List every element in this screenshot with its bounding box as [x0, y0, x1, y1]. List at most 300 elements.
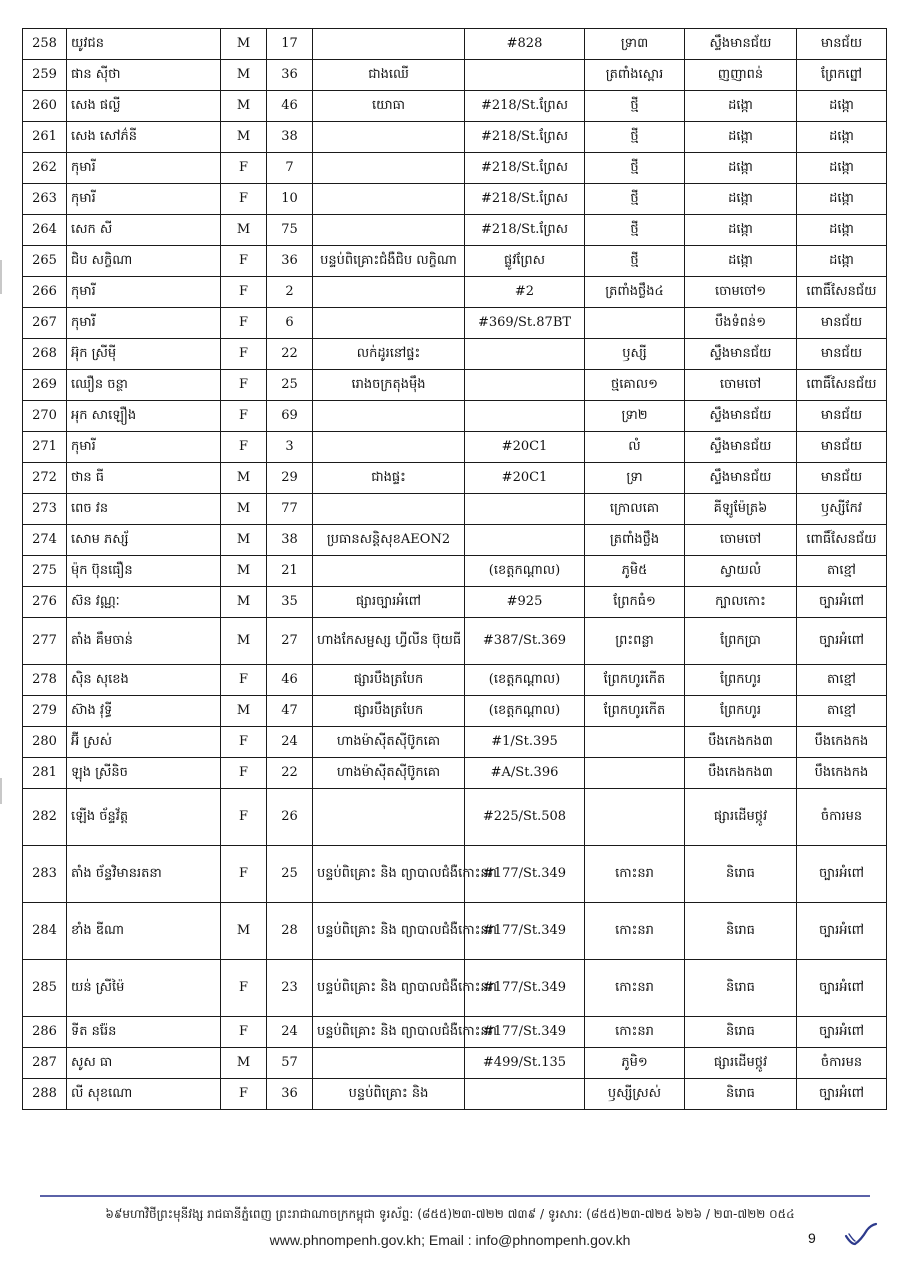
cell-village: ថ្មី: [585, 246, 685, 277]
cell-sex: F: [221, 846, 267, 903]
table-row: [23, 665, 887, 696]
cell-name: ខាំង ឌីណា: [67, 903, 221, 960]
cell-commune: ស្ទឹងមានជ័យ: [685, 463, 797, 494]
cell-village: ព្រែកហូរកើត: [585, 696, 685, 727]
cell-name: លី សុខណោ: [67, 1079, 221, 1110]
cell-age: 75: [267, 215, 313, 246]
cell-no: 287: [23, 1048, 67, 1079]
page-number: 9: [808, 1230, 816, 1246]
cell-commune: ស្វាយលំ: [685, 556, 797, 587]
cell-village: ថ្មី: [585, 215, 685, 246]
cell-sex: F: [221, 246, 267, 277]
cell-age: 17: [267, 29, 313, 60]
cell-house: #218/St.ព្រែស: [465, 153, 585, 184]
cell-name: សូស ធា: [67, 1048, 221, 1079]
cell-age: 46: [267, 665, 313, 696]
cell-village: ភូមិ១: [585, 1048, 685, 1079]
cell-job: [313, 432, 465, 463]
cell-sex: M: [221, 556, 267, 587]
cell-name: សេង សៅភ៌នី: [67, 122, 221, 153]
cell-sex: F: [221, 308, 267, 339]
cell-district: ច្បារអំពៅ: [797, 1017, 887, 1048]
cell-commune: ស្ទឹងមានជ័យ: [685, 29, 797, 60]
cell-name: អ៊ុក ស្រីមុី: [67, 339, 221, 370]
cell-house: #225/St.508: [465, 789, 585, 846]
cell-district: ពោធិ៍សែនជ័យ: [797, 370, 887, 401]
cell-no: 284: [23, 903, 67, 960]
cell-sex: M: [221, 29, 267, 60]
cell-name: ម៉ុក ប៊ុនធឿន: [67, 556, 221, 587]
table-row: [23, 215, 887, 246]
cell-age: 10: [267, 184, 313, 215]
table-row: [23, 846, 887, 903]
table-row: [23, 1048, 887, 1079]
table-row: [23, 91, 887, 122]
table-row: [23, 587, 887, 618]
cell-district: ច្បារអំពៅ: [797, 903, 887, 960]
table-row: [23, 727, 887, 758]
cell-job: បន្ទប់ពិគ្រោះជំងឺជិប លក្ខិណា: [313, 246, 465, 277]
table-row: [23, 401, 887, 432]
cell-job: [313, 308, 465, 339]
cell-village: ថ្មី: [585, 122, 685, 153]
cell-job: [313, 789, 465, 846]
cell-district: ច្បារអំពៅ: [797, 846, 887, 903]
cell-no: 268: [23, 339, 67, 370]
cell-no: 281: [23, 758, 67, 789]
cell-commune: ព្រែកហូរ: [685, 696, 797, 727]
cell-name: ឡុង ស្រីនិច: [67, 758, 221, 789]
cell-sex: M: [221, 215, 267, 246]
cell-district: មានជ័យ: [797, 308, 887, 339]
cell-house: #828: [465, 29, 585, 60]
table-row: [23, 60, 887, 91]
cell-sex: F: [221, 727, 267, 758]
cell-age: 23: [267, 960, 313, 1017]
cell-house: [465, 525, 585, 556]
cell-commune: ដង្កោ: [685, 215, 797, 246]
cell-job: បន្ទប់ពិគ្រោះ និង ព្យាបាលជំងឺកោះនរា: [313, 960, 465, 1017]
table-row: [23, 556, 887, 587]
cell-job: ផ្សារបឹងត្របែក: [313, 665, 465, 696]
table-row: [23, 153, 887, 184]
cell-village: ព្រះពន្លា: [585, 618, 685, 665]
table-row: [23, 960, 887, 1017]
cell-commune: ផ្សារដើមថ្កូវ: [685, 789, 797, 846]
cell-district: ដង្កោ: [797, 122, 887, 153]
cell-district: តាខ្មៅ: [797, 556, 887, 587]
cell-house: [465, 494, 585, 525]
table-row: [23, 789, 887, 846]
cell-house: ផ្លូវព្រែស: [465, 246, 585, 277]
footer-rule: [40, 1195, 870, 1197]
cell-no: 274: [23, 525, 67, 556]
cell-house: [465, 1079, 585, 1110]
cell-job: ហាងម៉ាស៊ីតស៊ីប៊ូកគោ: [313, 727, 465, 758]
cell-village: ទ្រា: [585, 463, 685, 494]
cell-house: #1/St.395: [465, 727, 585, 758]
cell-job: ប្រធានសន្តិសុខAEON2: [313, 525, 465, 556]
cell-house: #387/St.369: [465, 618, 585, 665]
table-row: [23, 758, 887, 789]
cell-job: [313, 494, 465, 525]
cell-district: មានជ័យ: [797, 463, 887, 494]
table-row: [23, 1079, 887, 1110]
cell-job: ផ្សារច្បារអំពៅ: [313, 587, 465, 618]
cell-sex: M: [221, 122, 267, 153]
scan-edge-mark: [0, 260, 2, 294]
cell-age: 22: [267, 339, 313, 370]
cell-village: កោះនរា: [585, 846, 685, 903]
cell-job: [313, 153, 465, 184]
cell-commune: និរោធ: [685, 1017, 797, 1048]
records-table-body: [23, 29, 887, 1110]
cell-house: #499/St.135: [465, 1048, 585, 1079]
cell-house: [465, 60, 585, 91]
cell-name: ឡើង ច័ន្ទវ័ត្ត: [67, 789, 221, 846]
cell-age: 57: [267, 1048, 313, 1079]
cell-commune: ចោមចៅ១: [685, 277, 797, 308]
cell-village: [585, 727, 685, 758]
cell-sex: F: [221, 960, 267, 1017]
cell-commune: ផ្សារដើមថ្កូវ: [685, 1048, 797, 1079]
cell-district: ពោធិ៍សែនជ័យ: [797, 277, 887, 308]
cell-village: ថ្មគោល១: [585, 370, 685, 401]
cell-name: ជិប សក្ខិណា: [67, 246, 221, 277]
cell-house: [465, 370, 585, 401]
cell-commune: ព្រែកហូរ: [685, 665, 797, 696]
cell-village: ក្រោលគោ: [585, 494, 685, 525]
cell-no: 280: [23, 727, 67, 758]
cell-age: 36: [267, 1079, 313, 1110]
cell-name: ទីត នរ៉ែន: [67, 1017, 221, 1048]
cell-village: ថ្មី: [585, 153, 685, 184]
cell-age: 36: [267, 246, 313, 277]
footer-contact: www.phnompenh.gov.kh; Email : info@phnompenh.gov.kh: [269, 1232, 631, 1248]
cell-house: #177/St.349: [465, 960, 585, 1017]
cell-no: 286: [23, 1017, 67, 1048]
cell-name: កុមារី: [67, 153, 221, 184]
cell-no: 279: [23, 696, 67, 727]
cell-commune: បឹងទំពន់១: [685, 308, 797, 339]
cell-village: ត្រពាំងស្ពោរ: [585, 60, 685, 91]
table-row: [23, 696, 887, 727]
cell-no: 288: [23, 1079, 67, 1110]
cell-no: 272: [23, 463, 67, 494]
cell-name: យន់ ស្រីម៉ៃ: [67, 960, 221, 1017]
cell-sex: F: [221, 789, 267, 846]
cell-commune: និរោធ: [685, 846, 797, 903]
cell-commune: ស្ទឹងមានជ័យ: [685, 432, 797, 463]
cell-name: អ៊ី ស្រស់: [67, 727, 221, 758]
cell-job: [313, 184, 465, 215]
cell-house: #177/St.349: [465, 903, 585, 960]
cell-job: ជាងផ្ទះ: [313, 463, 465, 494]
cell-district: ពោធិ៍សែនជ័យ: [797, 525, 887, 556]
cell-sex: F: [221, 153, 267, 184]
cell-age: 47: [267, 696, 313, 727]
cell-village: ទ្រា២: [585, 401, 685, 432]
records-table: [22, 28, 887, 1110]
cell-age: 77: [267, 494, 313, 525]
footer-address: ៦៩មហាវិថីព្រះមុនីវង្ស រាជធានីភ្នំពេញ ព្រះរាជាណាចក្រកម្ពុជា ទូរស័ព្ទ: (៨៥៥)២៣-៧២២ ៧៣៩ / ទូរសារ: (៨៥៥)២៣-៧២៥ ៦២៦ / ២៣-៧២២ ០៥៤: [105, 1207, 795, 1221]
cell-commune: ព្រែកប្រា: [685, 618, 797, 665]
table-row: [23, 1017, 887, 1048]
cell-job: ហាងកែសម្ផស្ស ហ្វីលីន ប៊ុយធី: [313, 618, 465, 665]
cell-name: កុមារី: [67, 184, 221, 215]
cell-house: #218/St.ព្រែស: [465, 215, 585, 246]
cell-district: មានជ័យ: [797, 401, 887, 432]
cell-age: 21: [267, 556, 313, 587]
cell-district: ដង្កោ: [797, 153, 887, 184]
cell-district: បឹងកេងកង: [797, 758, 887, 789]
cell-no: 282: [23, 789, 67, 846]
cell-age: 3: [267, 432, 313, 463]
cell-district: មានជ័យ: [797, 432, 887, 463]
cell-village: ថ្មី: [585, 91, 685, 122]
cell-age: 69: [267, 401, 313, 432]
cell-no: 262: [23, 153, 67, 184]
table-row: [23, 246, 887, 277]
cell-no: 258: [23, 29, 67, 60]
cell-house: #2: [465, 277, 585, 308]
cell-no: 271: [23, 432, 67, 463]
cell-house: (ខេត្តកណ្ដាល): [465, 696, 585, 727]
table-row: [23, 618, 887, 665]
cell-job: [313, 29, 465, 60]
cell-name: ស៊ាង វុទ្ធី: [67, 696, 221, 727]
cell-district: ដង្កោ: [797, 215, 887, 246]
cell-district: បឹងកេងកង: [797, 727, 887, 758]
cell-sex: M: [221, 91, 267, 122]
cell-commune: ក្បាលកោះ: [685, 587, 797, 618]
table-row: [23, 903, 887, 960]
cell-house: [465, 339, 585, 370]
cell-no: 260: [23, 91, 67, 122]
cell-district: ចំការមន: [797, 789, 887, 846]
cell-age: 36: [267, 60, 313, 91]
cell-job: បន្ទប់ពិគ្រោះ និង ព្យាបាលជំងឺកោះនរា: [313, 846, 465, 903]
cell-no: 270: [23, 401, 67, 432]
cell-job: [313, 122, 465, 153]
cell-no: 269: [23, 370, 67, 401]
cell-no: 278: [23, 665, 67, 696]
cell-village: ឫស្សីស្រស់: [585, 1079, 685, 1110]
cell-sex: M: [221, 1048, 267, 1079]
cell-age: 25: [267, 370, 313, 401]
cell-job: យោធា: [313, 91, 465, 122]
cell-district: ចំការមន: [797, 1048, 887, 1079]
cell-job: [313, 215, 465, 246]
cell-commune: ស្ទឹងមានជ័យ: [685, 401, 797, 432]
cell-age: 25: [267, 846, 313, 903]
cell-age: 6: [267, 308, 313, 339]
cell-age: 26: [267, 789, 313, 846]
cell-house: #925: [465, 587, 585, 618]
cell-name: ឈឿន ចន្ថា: [67, 370, 221, 401]
cell-village: ត្រពាំងថ្លឹង: [585, 525, 685, 556]
cell-village: កោះនរា: [585, 960, 685, 1017]
cell-age: 29: [267, 463, 313, 494]
cell-village: [585, 758, 685, 789]
cell-sex: M: [221, 525, 267, 556]
cell-village: ភូមិ៥: [585, 556, 685, 587]
cell-name: តាំង គឹមចាន់: [67, 618, 221, 665]
cell-sex: F: [221, 339, 267, 370]
cell-sex: F: [221, 1017, 267, 1048]
cell-house: (ខេត្តកណ្ដាល): [465, 556, 585, 587]
cell-house: (ខេត្តកណ្ដាល): [465, 665, 585, 696]
scan-edge-mark: [0, 778, 2, 804]
cell-name: សេង ផល្លី: [67, 91, 221, 122]
cell-district: ច្បារអំពៅ: [797, 960, 887, 1017]
cell-no: 283: [23, 846, 67, 903]
cell-no: 261: [23, 122, 67, 153]
cell-job: រោងចក្រតុងមុឹង: [313, 370, 465, 401]
cell-house: #177/St.349: [465, 1017, 585, 1048]
table-row: [23, 370, 887, 401]
cell-district: ព្រែកព្នៅ: [797, 60, 887, 91]
cell-district: មានជ័យ: [797, 339, 887, 370]
cell-commune: បឹងកេងកង៣: [685, 727, 797, 758]
cell-no: 264: [23, 215, 67, 246]
cell-commune: និរោធ: [685, 1079, 797, 1110]
cell-name: តាំង ច័ន្ទវិមានរតនា: [67, 846, 221, 903]
cell-job: ជាងឈើ: [313, 60, 465, 91]
cell-name: សោម ភស្ស័: [67, 525, 221, 556]
cell-house: #A/St.396: [465, 758, 585, 789]
cell-sex: F: [221, 277, 267, 308]
checkmark-icon: [843, 1222, 879, 1248]
cell-commune: ដង្កោ: [685, 122, 797, 153]
cell-job: បន្ទប់ពិគ្រោះ និង: [313, 1079, 465, 1110]
cell-name: សេក សី: [67, 215, 221, 246]
cell-village: [585, 789, 685, 846]
cell-no: 259: [23, 60, 67, 91]
cell-job: [313, 1048, 465, 1079]
cell-commune: ដង្កោ: [685, 246, 797, 277]
cell-name: ថាន ធី: [67, 463, 221, 494]
cell-name: អុក សាឡឿង: [67, 401, 221, 432]
cell-job: [313, 401, 465, 432]
cell-sex: F: [221, 665, 267, 696]
cell-district: ដង្កោ: [797, 184, 887, 215]
cell-age: 35: [267, 587, 313, 618]
cell-name: ស៊ន វណ្ណៈ: [67, 587, 221, 618]
cell-name: យូវជន: [67, 29, 221, 60]
cell-name: កុមារី: [67, 277, 221, 308]
cell-age: 46: [267, 91, 313, 122]
table-row: [23, 122, 887, 153]
cell-name: ពេច វន: [67, 494, 221, 525]
cell-age: 22: [267, 758, 313, 789]
cell-house: #20C1: [465, 463, 585, 494]
cell-job: [313, 556, 465, 587]
cell-sex: M: [221, 587, 267, 618]
cell-age: 38: [267, 122, 313, 153]
cell-no: 266: [23, 277, 67, 308]
cell-age: 2: [267, 277, 313, 308]
table-row: [23, 184, 887, 215]
cell-no: 263: [23, 184, 67, 215]
cell-sex: F: [221, 184, 267, 215]
cell-age: 28: [267, 903, 313, 960]
cell-commune: ដង្កោ: [685, 153, 797, 184]
table-row: [23, 29, 887, 60]
cell-house: #218/St.ព្រែស: [465, 91, 585, 122]
cell-commune: ដង្កោ: [685, 184, 797, 215]
cell-village: ឫស្សី: [585, 339, 685, 370]
cell-sex: M: [221, 494, 267, 525]
cell-name: កុមារី: [67, 432, 221, 463]
cell-village: កោះនរា: [585, 1017, 685, 1048]
cell-job: លក់ដូរនៅផ្ទះ: [313, 339, 465, 370]
table-row: [23, 494, 887, 525]
table-row: [23, 277, 887, 308]
table-row: [23, 432, 887, 463]
cell-sex: M: [221, 60, 267, 91]
cell-district: ច្បារអំពៅ: [797, 618, 887, 665]
cell-district: តាខ្មៅ: [797, 665, 887, 696]
cell-village: [585, 308, 685, 339]
table-row: [23, 463, 887, 494]
cell-commune: ញញាពន់: [685, 60, 797, 91]
cell-commune: ចោមចៅ: [685, 370, 797, 401]
table-row: [23, 525, 887, 556]
cell-commune: ស្ទឹងមានជ័យ: [685, 339, 797, 370]
cell-age: 38: [267, 525, 313, 556]
cell-district: ច្បារអំពៅ: [797, 587, 887, 618]
cell-house: #20C1: [465, 432, 585, 463]
cell-age: 24: [267, 1017, 313, 1048]
cell-house: #369/St.87BT: [465, 308, 585, 339]
cell-no: 267: [23, 308, 67, 339]
cell-district: តាខ្មៅ: [797, 696, 887, 727]
cell-no: 285: [23, 960, 67, 1017]
cell-district: ដង្កោ: [797, 91, 887, 122]
cell-village: ទ្រា៣: [585, 29, 685, 60]
cell-sex: M: [221, 618, 267, 665]
cell-commune: បឹងកេងកង៣: [685, 758, 797, 789]
cell-sex: F: [221, 758, 267, 789]
cell-job: ហាងម៉ាស៊ីតស៊ីប៊ូកគោ: [313, 758, 465, 789]
cell-sex: F: [221, 370, 267, 401]
cell-village: លំ: [585, 432, 685, 463]
cell-no: 277: [23, 618, 67, 665]
cell-sex: M: [221, 903, 267, 960]
cell-sex: F: [221, 1079, 267, 1110]
cell-village: ថ្មី: [585, 184, 685, 215]
cell-village: ព្រែកហូរកើត: [585, 665, 685, 696]
cell-sex: M: [221, 696, 267, 727]
cell-district: ច្បារអំពៅ: [797, 1079, 887, 1110]
cell-job: បន្ទប់ពិគ្រោះ និង ព្យាបាលជំងឺកោះនរា: [313, 1017, 465, 1048]
cell-no: 265: [23, 246, 67, 277]
table-row: [23, 339, 887, 370]
cell-commune: គីឡូម៉ែត្រ៦: [685, 494, 797, 525]
cell-district: ឫស្សីកែវ: [797, 494, 887, 525]
cell-job: [313, 277, 465, 308]
cell-commune: និរោធ: [685, 903, 797, 960]
cell-age: 27: [267, 618, 313, 665]
cell-name: ស៊ិន សុខេង: [67, 665, 221, 696]
cell-job: បន្ទប់ពិគ្រោះ និង ព្យាបាលជំងឺកោះនរា: [313, 903, 465, 960]
cell-house: #218/St.ព្រែស: [465, 184, 585, 215]
cell-sex: F: [221, 401, 267, 432]
cell-name: កុមារី: [67, 308, 221, 339]
cell-commune: ដង្កោ: [685, 91, 797, 122]
cell-district: ដង្កោ: [797, 246, 887, 277]
